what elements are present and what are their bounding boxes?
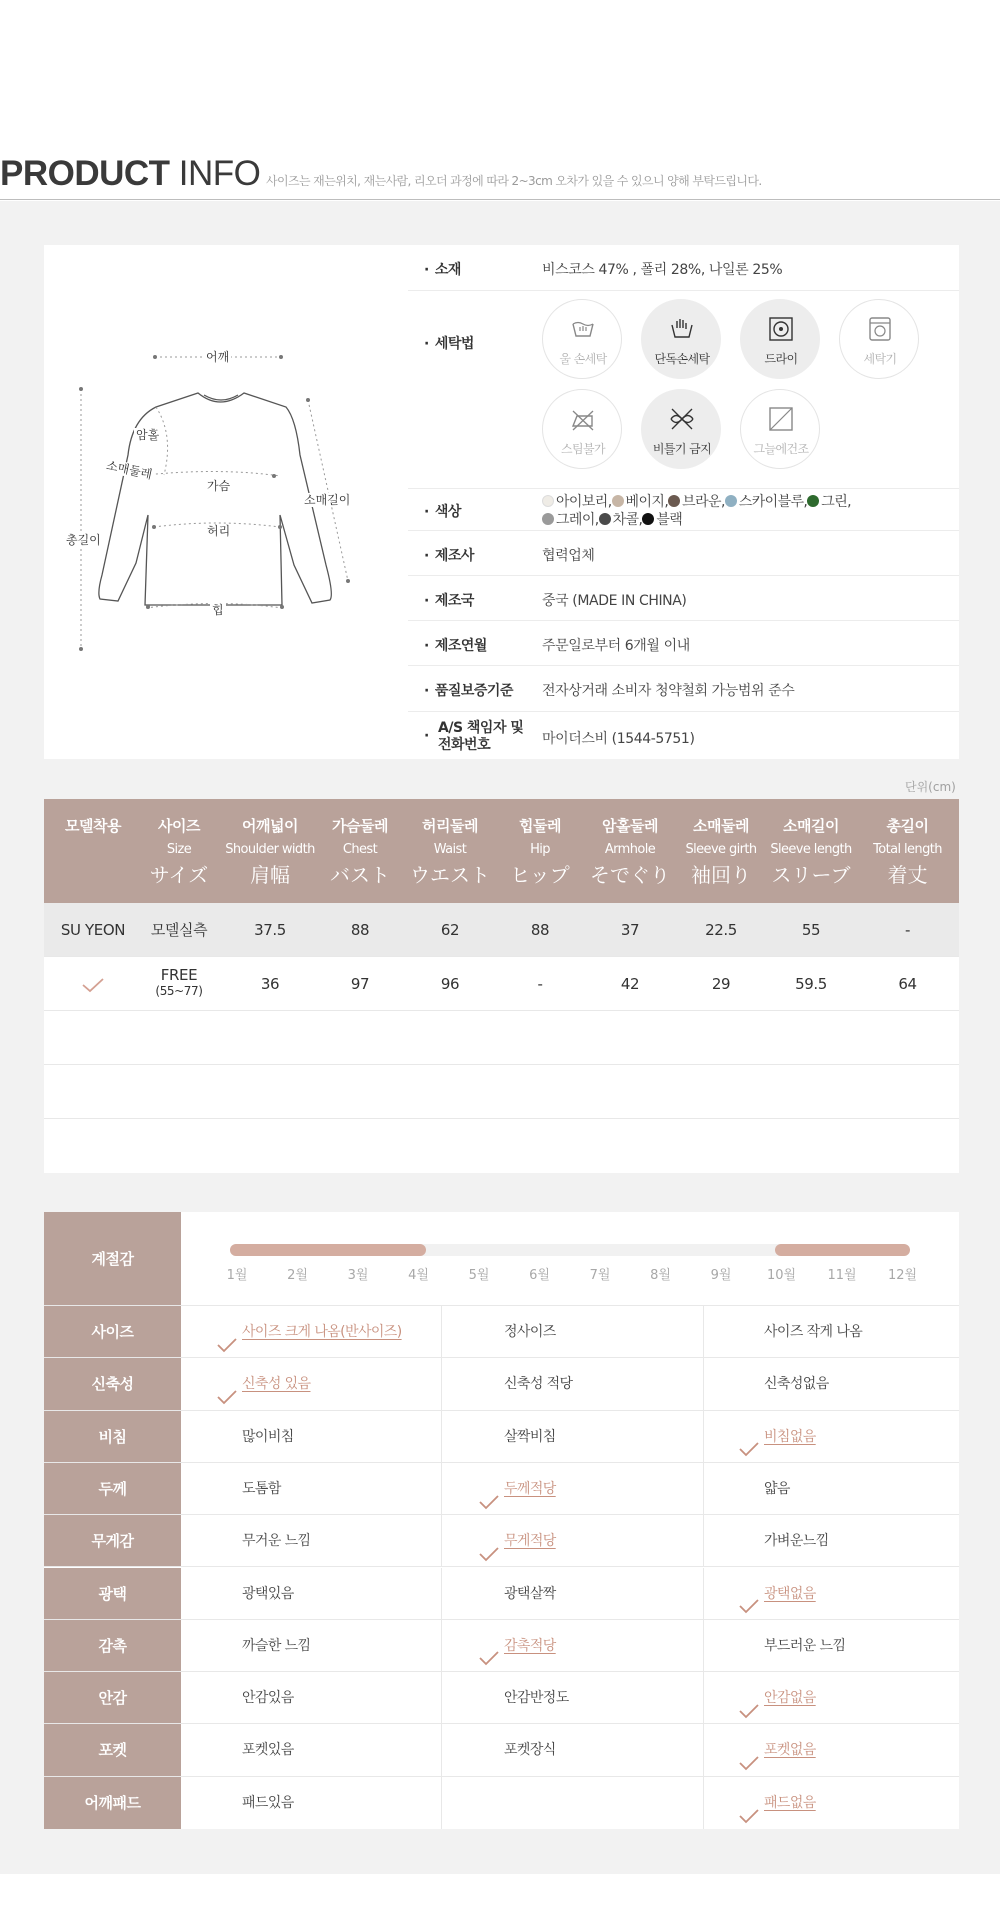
feel-row [44, 1620, 959, 1672]
size-notice: 사이즈는 재는위치, 재는사람, 리오더 과정에 따라 2~3cm 오차가 있을 수 있으니 양해 부탁드립니다. [266, 174, 762, 188]
check-icon [738, 1689, 760, 1705]
option-text: 신축성 있음 [242, 1376, 311, 1393]
table-row [44, 903, 959, 957]
wash-item [740, 299, 820, 379]
month-label: 3월 [347, 1268, 369, 1283]
table-cell: 22.5 [705, 921, 737, 939]
color-name: 그레이, [556, 512, 599, 528]
column-divider [441, 1672, 442, 1723]
color-swatch [599, 513, 611, 525]
month-label: 5월 [468, 1268, 490, 1283]
color-swatch [807, 495, 819, 507]
color-name: 블랙 [656, 512, 683, 528]
column-divider [441, 1568, 442, 1619]
header-ko: 허리둘레 [422, 817, 478, 835]
wash-item [740, 389, 820, 469]
label-hip: 힙 [212, 603, 224, 617]
option-text: 두께적당 [504, 1480, 556, 1497]
size-column-header [585, 815, 675, 888]
header-en: Sleeve length [770, 842, 852, 857]
header-jp: 肩幅 [250, 863, 290, 887]
column-divider [441, 1777, 442, 1829]
spec-row-quality [408, 666, 959, 712]
color-name: 차콜, [612, 512, 643, 528]
color-name: 베이지, [625, 494, 669, 510]
color-name: 브라운, [682, 494, 725, 510]
table-cell: 97 [350, 975, 370, 993]
option-text: 가벼운느낌 [764, 1533, 829, 1550]
size-column-header [676, 815, 766, 888]
table-cell: 37.5 [254, 921, 286, 939]
option-text: 포켓없음 [764, 1742, 816, 1759]
color-option [542, 512, 599, 528]
spec-value: 마이더스비 (1544-5751) [542, 731, 695, 747]
table-cell: 36 [260, 975, 280, 993]
feel-option [738, 1724, 816, 1775]
check-icon [738, 1741, 760, 1757]
color-option [642, 512, 682, 528]
feel-option [738, 1672, 816, 1723]
wash-label: 스팀불가 [561, 442, 605, 456]
option-text: 사이즈 작게 나옴 [764, 1324, 863, 1340]
measurement-diagram [44, 245, 415, 759]
feel-row [44, 1568, 959, 1620]
column-divider [703, 1463, 704, 1514]
option-text: 부드러운 느낌 [764, 1637, 846, 1654]
feel-option [242, 1515, 310, 1566]
section-title: PRODUCT INFO [0, 154, 261, 193]
table-cell: 29 [711, 975, 731, 993]
column-divider [703, 1724, 704, 1775]
month-label: 11월 [827, 1268, 857, 1283]
option-text: 무거운 느낌 [242, 1533, 311, 1550]
option-text: 광택없음 [764, 1585, 816, 1602]
color-swatch [542, 495, 554, 507]
shade-dry-icon [768, 406, 794, 432]
feel-row [44, 1463, 959, 1515]
feel-option [764, 1620, 845, 1671]
color-option [599, 512, 643, 528]
wash-item [641, 389, 721, 469]
hand-wash-separate-icon [669, 316, 695, 342]
spec-key: · 제조연월 [424, 635, 487, 655]
feel-option [738, 1411, 816, 1462]
color-name: 스카이블루, [738, 494, 808, 510]
feel-option [216, 1358, 310, 1409]
option-text: 포켓장식 [504, 1742, 556, 1759]
column-divider [441, 1620, 442, 1671]
feel-option [242, 1672, 294, 1723]
spec-row-material [408, 245, 959, 291]
color-swatch [725, 495, 737, 507]
table-cell: SU YEON [60, 921, 126, 939]
month-label: 7월 [589, 1268, 611, 1283]
wash-item [839, 299, 919, 379]
option-text: 신축성없음 [764, 1376, 829, 1393]
size-sub: (55~77) [155, 984, 203, 998]
table-cell: 62 [440, 921, 460, 939]
feel-option [764, 1358, 829, 1409]
header-en: Sleeve girth [685, 842, 757, 857]
check-icon [738, 1794, 760, 1810]
column-divider [703, 1306, 704, 1357]
feel-key: 어깨패드 [44, 1777, 181, 1829]
column-divider [703, 1620, 704, 1671]
hand-wash-basin-icon [570, 316, 596, 342]
table-cell: 96 [440, 975, 460, 993]
color-name: 그린, [821, 494, 851, 510]
spec-key [424, 728, 435, 744]
spec-key: · 세탁법 [424, 333, 474, 353]
option-text: 포켓있음 [242, 1742, 294, 1759]
feel-option [764, 1463, 790, 1514]
spec-key: · 소재 [424, 259, 461, 279]
column-divider [441, 1306, 442, 1357]
feel-row [44, 1411, 959, 1463]
season-range [775, 1244, 910, 1256]
option-text: 살짝비침 [504, 1428, 556, 1445]
no-steam-icon [570, 406, 596, 432]
header-jp: スリーブ [771, 863, 851, 887]
feel-option [504, 1568, 556, 1619]
wash-label: 그늘에건조 [753, 442, 809, 456]
table-cell: 모델실측 [150, 921, 208, 939]
header-jp: ヒップ [510, 863, 570, 887]
header-ko: 힙둘레 [519, 817, 561, 835]
column-divider [441, 1411, 442, 1462]
column-divider [703, 1515, 704, 1566]
wash-item [641, 299, 721, 379]
sweater-outline-icon [44, 245, 415, 759]
check-icon [216, 1323, 238, 1339]
feel-option [504, 1724, 556, 1775]
size-column-header [856, 815, 959, 888]
table-row-empty [44, 1065, 959, 1119]
header-ko: 암홀둘레 [602, 817, 658, 835]
option-text: 정사이즈 [504, 1324, 556, 1340]
feel-row [44, 1777, 959, 1829]
feel-option [242, 1777, 294, 1829]
feel-option [764, 1515, 829, 1566]
spec-key: · 색상 [424, 501, 461, 521]
table-cell: 59.5 [795, 975, 827, 993]
month-label: 4월 [408, 1268, 429, 1283]
option-text: 까슬한 느낌 [242, 1637, 311, 1654]
header-en: Chest [342, 842, 378, 857]
header-jp: サイズ [149, 863, 209, 887]
wash-label: 드라이 [764, 352, 798, 366]
header-en: Total length [873, 842, 942, 857]
color-swatch [642, 513, 654, 525]
feel-option [242, 1411, 294, 1462]
month-label: 6월 [529, 1268, 550, 1283]
header-en: Armhole [604, 842, 656, 857]
spec-key: · 제조사 [424, 545, 474, 565]
table-cell: 42 [620, 975, 640, 993]
wash-label: 단독손세탁 [654, 352, 710, 366]
wash-label: 비틀기 금지 [652, 442, 712, 456]
column-divider [703, 1777, 704, 1829]
spec-value: 중국 (MADE IN CHINA) [542, 593, 687, 609]
season-row [44, 1212, 959, 1306]
feel-key: 감촉 [44, 1620, 181, 1671]
size-table-header [44, 799, 959, 903]
table-row-empty [44, 1119, 959, 1173]
label-armhole: 암홀 [136, 428, 160, 442]
table-cell: - [904, 921, 910, 939]
header-jp: 着丈 [887, 863, 928, 887]
feel-option [478, 1515, 556, 1566]
unit-label: 단위(cm) [905, 780, 956, 794]
column-divider [703, 1672, 704, 1723]
size-column-header [36, 815, 150, 836]
size-column-header [495, 815, 585, 888]
check-icon [478, 1532, 500, 1548]
header-en: Size [166, 842, 192, 857]
size-column-header [766, 815, 856, 888]
size-column-header [134, 815, 224, 888]
header-ko: 어깨넓이 [242, 817, 298, 835]
label-total-length: 총길이 [66, 533, 101, 547]
table-cell: 37 [620, 921, 640, 939]
spec-row-as [408, 712, 959, 759]
feel-option [242, 1724, 294, 1775]
column-divider [441, 1515, 442, 1566]
month-label: 9월 [710, 1268, 732, 1283]
table-row-empty [44, 1011, 959, 1065]
feel-option [242, 1620, 310, 1671]
feel-option [242, 1568, 294, 1619]
header-ko: 사이즈 [158, 817, 200, 835]
column-divider [703, 1411, 704, 1462]
feel-row [44, 1515, 959, 1567]
table-row [44, 957, 959, 1011]
check-icon [216, 1375, 238, 1391]
month-label: 2월 [287, 1268, 308, 1283]
check-icon [478, 1480, 500, 1496]
color-swatch [542, 513, 554, 525]
feel-key: 포켓 [44, 1724, 181, 1775]
column-divider [703, 1358, 704, 1409]
no-wring-icon [669, 406, 695, 432]
size-column-header [405, 815, 495, 888]
label-chest: 가슴 [207, 479, 231, 493]
table-cell-size [134, 957, 224, 1011]
option-text: 안감반정도 [504, 1690, 569, 1707]
feel-key: 안감 [44, 1672, 181, 1723]
spec-row-date [408, 621, 959, 666]
check-icon [738, 1584, 760, 1600]
feel-option [478, 1463, 556, 1514]
feel-key: 사이즈 [44, 1306, 181, 1357]
option-text: 비침없음 [764, 1428, 816, 1445]
column-divider [441, 1724, 442, 1775]
month-label: 12월 [887, 1268, 918, 1283]
option-text: 패드없음 [764, 1794, 816, 1811]
color-name: 아이보리, [556, 494, 612, 510]
option-text: 신축성 적당 [504, 1376, 573, 1393]
check-icon [738, 1427, 760, 1443]
spec-row-color [408, 489, 959, 531]
option-text: 무게적당 [504, 1533, 556, 1550]
header-ko: 총길이 [886, 817, 929, 835]
feel-row [44, 1672, 959, 1724]
option-text: 도톰함 [242, 1480, 281, 1497]
feel-option [504, 1672, 569, 1723]
table-cell: 64 [898, 975, 917, 993]
month-label: 8월 [650, 1268, 671, 1283]
check-icon [36, 957, 150, 1011]
table-cell: - [537, 975, 543, 993]
size-column-header [225, 815, 315, 888]
color-option [807, 494, 851, 510]
header-jp: ウエスト [410, 863, 490, 887]
label-sleeve-length: 소매길이 [304, 493, 351, 507]
color-list [542, 509, 682, 529]
feel-option [738, 1568, 816, 1619]
spec-value: 주문일로부터 6개월 이내 [542, 638, 690, 654]
feel-option [478, 1620, 556, 1671]
wash-item [542, 299, 622, 379]
color-option [668, 494, 725, 510]
feel-key: 계절감 [44, 1212, 181, 1305]
spec-key: · 품질보증기준 [424, 680, 513, 700]
as-key: A/S 책임자 및 전화번호 [438, 720, 524, 753]
table-cell: 88 [530, 921, 550, 939]
option-text: 광택살짝 [504, 1585, 556, 1602]
table-cell: 88 [350, 921, 370, 939]
header-en: Waist [433, 842, 467, 857]
header-en: Hip [530, 842, 550, 857]
wash-item [542, 389, 622, 469]
wash-label: 울 손세탁 [559, 352, 607, 366]
washing-machine-icon [867, 316, 893, 342]
option-text: 사이즈 크게 나옴(반사이즈) [242, 1324, 402, 1340]
feel-option [764, 1306, 862, 1357]
color-swatch [612, 495, 624, 507]
color-list [542, 491, 851, 511]
header-ko: 가슴둘레 [332, 817, 388, 835]
column-divider [703, 1568, 704, 1619]
header-jp: バスト [330, 863, 390, 887]
spec-row-country [408, 576, 959, 621]
size-column-header [315, 815, 405, 888]
spec-row-wash [408, 291, 959, 489]
header-ko: 모델착용 [65, 817, 121, 835]
label-sleeve-girth: 소매둘레 [105, 458, 154, 482]
month-label: 1월 [226, 1268, 248, 1283]
season-range [230, 1244, 426, 1256]
option-text: 감촉적당 [504, 1637, 556, 1654]
spec-value: 비스코스 47% , 폴리 28%, 나일론 25% [542, 262, 783, 278]
feel-key: 두께 [44, 1463, 181, 1514]
dry-clean-icon [768, 316, 794, 342]
option-text: 많이비침 [242, 1428, 294, 1445]
option-text: 광택있음 [242, 1585, 294, 1602]
column-divider [441, 1463, 442, 1514]
check-icon [478, 1636, 500, 1652]
option-text: 안감있음 [242, 1690, 294, 1707]
header-en: Shoulder width [225, 842, 315, 857]
feel-option [504, 1306, 556, 1357]
feel-option [504, 1411, 556, 1462]
option-text: 패드있음 [242, 1794, 294, 1811]
header-jp: 袖回り [691, 863, 751, 887]
spec-value: 전자상거래 소비자 청약철회 가능범위 준수 [542, 683, 795, 699]
size-main: FREE [160, 966, 198, 984]
feel-row [44, 1724, 959, 1776]
column-divider [441, 1358, 442, 1409]
feel-option [242, 1463, 281, 1514]
wash-label: 세탁기 [863, 352, 897, 366]
product-info-header [0, 152, 1000, 200]
header-ko: 소매길이 [783, 817, 839, 835]
feel-key: 무게감 [44, 1515, 181, 1566]
spec-key: · 제조국 [424, 590, 474, 610]
option-text: 얇음 [764, 1480, 790, 1497]
feel-row [44, 1306, 959, 1358]
spec-row-maker [408, 531, 959, 576]
feel-row [44, 1358, 959, 1410]
feel-key: 비침 [44, 1411, 181, 1462]
feel-key: 광택 [44, 1568, 181, 1619]
feel-option [504, 1358, 572, 1409]
color-option [542, 494, 612, 510]
label-waist: 허리 [207, 524, 231, 538]
table-cell: 55 [801, 921, 821, 939]
color-option [725, 494, 807, 510]
spec-value: 협력업체 [542, 548, 595, 564]
color-swatch [668, 495, 680, 507]
spec-panel [408, 245, 959, 759]
header-ko: 소매둘레 [693, 817, 749, 835]
header-jp: そでぐり [590, 863, 670, 887]
fabric-feel-table [44, 1212, 959, 1829]
option-text: 안감없음 [764, 1690, 816, 1707]
month-label: 10월 [766, 1268, 797, 1283]
feel-option [216, 1306, 402, 1357]
color-option [612, 494, 669, 510]
label-shoulder: 어깨 [206, 350, 230, 364]
feel-key: 신축성 [44, 1358, 181, 1409]
feel-option [738, 1777, 816, 1829]
